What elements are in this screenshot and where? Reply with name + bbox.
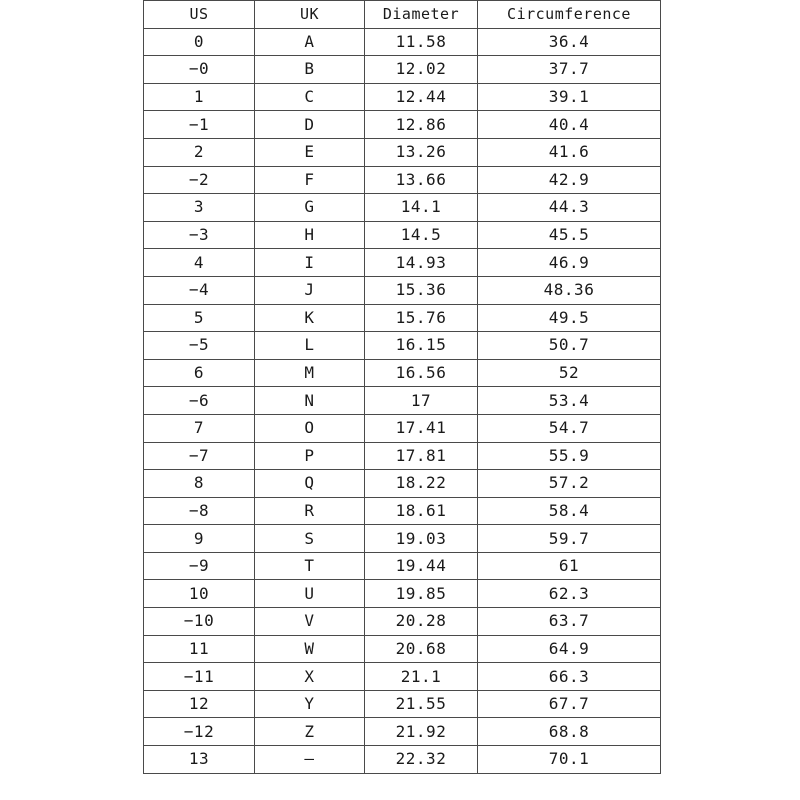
circumference-cell: 66.3 [478,663,661,691]
uk-size-cell: D [255,111,365,139]
table-row [144,635,661,663]
uk-size-cell: X [255,663,365,691]
circumference-cell: 68.8 [478,718,661,746]
table-header-row [144,1,661,29]
uk-size-cell: I [255,249,365,277]
us-size-cell: 11 [144,635,255,663]
us-size-cell: −12 [144,718,255,746]
uk-size-cell: E [255,138,365,166]
circumference-cell: 46.9 [478,249,661,277]
table-row [144,111,661,139]
table-row [144,663,661,691]
circumference-cell: 49.5 [478,304,661,332]
uk-size-cell: H [255,221,365,249]
table-row [144,249,661,277]
table-row [144,746,661,774]
uk-size-cell: R [255,497,365,525]
table-row [144,690,661,718]
table-row [144,83,661,111]
diameter-cell: 21.92 [365,718,478,746]
uk-size-cell: N [255,387,365,415]
diameter-cell: 18.61 [365,497,478,525]
circumference-cell: 45.5 [478,221,661,249]
diameter-cell: 20.68 [365,635,478,663]
us-size-cell: −11 [144,663,255,691]
circumference-cell: 61 [478,552,661,580]
circumference-cell: 57.2 [478,470,661,498]
us-size-cell: 10 [144,580,255,608]
diameter-cell: 13.66 [365,166,478,194]
circumference-cell: 62.3 [478,580,661,608]
us-size-cell: −5 [144,332,255,360]
us-size-cell: −3 [144,221,255,249]
column-header-us: US [144,1,255,29]
circumference-cell: 36.4 [478,28,661,56]
uk-size-cell: T [255,552,365,580]
table-row [144,221,661,249]
uk-size-cell: – [255,746,365,774]
table-row [144,608,661,636]
diameter-cell: 12.02 [365,56,478,84]
diameter-cell: 19.44 [365,552,478,580]
uk-size-cell: Z [255,718,365,746]
us-size-cell: −0 [144,56,255,84]
diameter-cell: 16.15 [365,332,478,360]
diameter-cell: 20.28 [365,608,478,636]
circumference-cell: 64.9 [478,635,661,663]
circumference-cell: 37.7 [478,56,661,84]
circumference-cell: 63.7 [478,608,661,636]
table-row [144,718,661,746]
diameter-cell: 17.81 [365,442,478,470]
us-size-cell: 6 [144,359,255,387]
us-size-cell: 3 [144,194,255,222]
table-row [144,497,661,525]
uk-size-cell: S [255,525,365,553]
diameter-cell: 15.76 [365,304,478,332]
table-row [144,414,661,442]
us-size-cell: 7 [144,414,255,442]
circumference-cell: 53.4 [478,387,661,415]
diameter-cell: 19.85 [365,580,478,608]
circumference-cell: 41.6 [478,138,661,166]
us-size-cell: −6 [144,387,255,415]
diameter-cell: 22.32 [365,746,478,774]
us-size-cell: 13 [144,746,255,774]
us-size-cell: −7 [144,442,255,470]
column-header-uk: UK [255,1,365,29]
diameter-cell: 17 [365,387,478,415]
circumference-cell: 70.1 [478,746,661,774]
diameter-cell: 14.93 [365,249,478,277]
table-row [144,525,661,553]
circumference-cell: 50.7 [478,332,661,360]
table-row [144,470,661,498]
us-size-cell: 5 [144,304,255,332]
uk-size-cell: A [255,28,365,56]
circumference-cell: 59.7 [478,525,661,553]
us-size-cell: −4 [144,276,255,304]
circumference-cell: 52 [478,359,661,387]
table-row [144,442,661,470]
table-row [144,552,661,580]
column-header-diameter: Diameter [365,1,478,29]
uk-size-cell: M [255,359,365,387]
diameter-cell: 21.1 [365,663,478,691]
us-size-cell: 9 [144,525,255,553]
table-body [144,28,661,773]
circumference-cell: 67.7 [478,690,661,718]
circumference-cell: 39.1 [478,83,661,111]
diameter-cell: 11.58 [365,28,478,56]
circumference-cell: 48.36 [478,276,661,304]
uk-size-cell: G [255,194,365,222]
table-row [144,304,661,332]
table-row [144,332,661,360]
diameter-cell: 18.22 [365,470,478,498]
uk-size-cell: B [255,56,365,84]
column-header-circumference: Circumference [478,1,661,29]
uk-size-cell: V [255,608,365,636]
us-size-cell: 2 [144,138,255,166]
diameter-cell: 16.56 [365,359,478,387]
us-size-cell: 8 [144,470,255,498]
diameter-cell: 12.86 [365,111,478,139]
us-size-cell: −10 [144,608,255,636]
us-size-cell: 4 [144,249,255,277]
diameter-cell: 21.55 [365,690,478,718]
uk-size-cell: O [255,414,365,442]
circumference-cell: 54.7 [478,414,661,442]
table-row [144,194,661,222]
uk-size-cell: K [255,304,365,332]
us-size-cell: −8 [144,497,255,525]
table-row [144,138,661,166]
circumference-cell: 42.9 [478,166,661,194]
diameter-cell: 15.36 [365,276,478,304]
circumference-cell: 55.9 [478,442,661,470]
uk-size-cell: J [255,276,365,304]
table-row [144,387,661,415]
circumference-cell: 58.4 [478,497,661,525]
uk-size-cell: F [255,166,365,194]
uk-size-cell: P [255,442,365,470]
us-size-cell: 1 [144,83,255,111]
diameter-cell: 17.41 [365,414,478,442]
diameter-cell: 13.26 [365,138,478,166]
table-row [144,359,661,387]
circumference-cell: 40.4 [478,111,661,139]
uk-size-cell: L [255,332,365,360]
uk-size-cell: Q [255,470,365,498]
us-size-cell: −2 [144,166,255,194]
diameter-cell: 14.5 [365,221,478,249]
uk-size-cell: U [255,580,365,608]
us-size-cell: −9 [144,552,255,580]
diameter-cell: 14.1 [365,194,478,222]
table-row [144,580,661,608]
uk-size-cell: W [255,635,365,663]
diameter-cell: 19.03 [365,525,478,553]
circumference-cell: 44.3 [478,194,661,222]
table-row [144,28,661,56]
uk-size-cell: C [255,83,365,111]
ring-size-table [143,0,661,774]
us-size-cell: 12 [144,690,255,718]
uk-size-cell: Y [255,690,365,718]
diameter-cell: 12.44 [365,83,478,111]
us-size-cell: 0 [144,28,255,56]
us-size-cell: −1 [144,111,255,139]
table-row [144,276,661,304]
table-row [144,56,661,84]
table-row [144,166,661,194]
